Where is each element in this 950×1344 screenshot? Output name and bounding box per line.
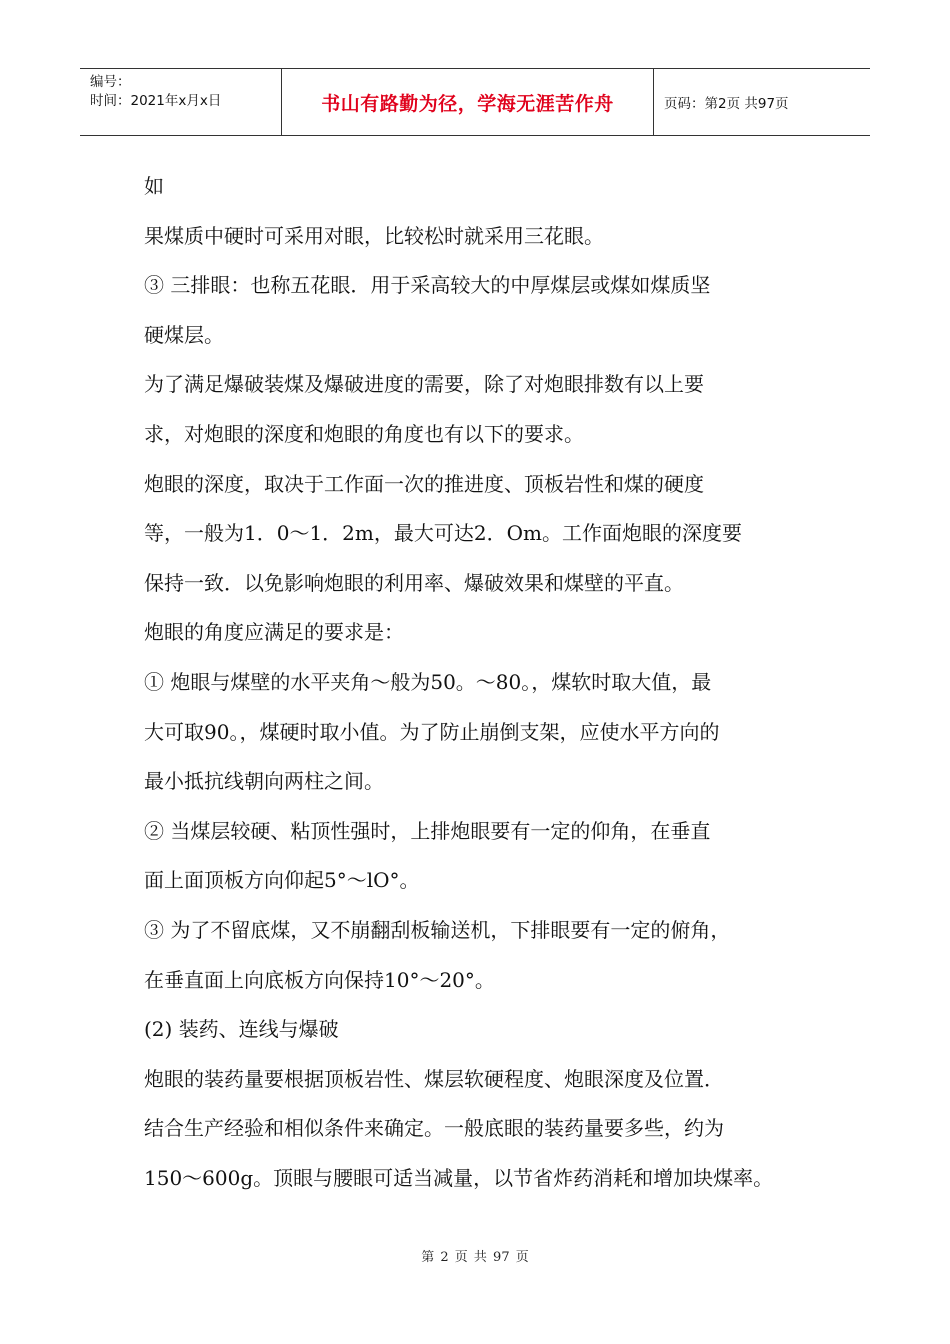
document-header xyxy=(80,68,870,136)
body-line: 炮眼的装药量要根据顶板岩性、煤层软硬程度、炮眼深度及位置． xyxy=(144,1066,724,1091)
header-meta-cell xyxy=(80,69,282,135)
body-line: 为了满足爆破装煤及爆破进度的需要，除了对炮眼排数有以上要 xyxy=(144,372,704,397)
body-line: 在垂直面上向底板方向保持10°～20°。 xyxy=(144,967,495,992)
header-page-info: 页码：第2页 共97页 xyxy=(664,96,789,112)
body-line: 最小抵抗线朝向两柱之间。 xyxy=(144,769,384,794)
body-line: 炮眼的角度应满足的要求是： xyxy=(144,620,404,645)
header-motto: 书山有路勤为径，学海无涯苦作舟 xyxy=(282,69,654,135)
body-line: ① 炮眼与煤壁的水平夹角～般为50。～80。，煤软时取大值，最 xyxy=(144,669,712,694)
document-time-label: 时间：2021年x月x日 xyxy=(90,93,222,109)
body-line: 面上面顶板方向仰起5°～lO°。 xyxy=(144,868,420,893)
document-number-label: 编号： xyxy=(90,74,131,90)
body-line: 果煤质中硬时可采用对眼，比较松时就采用三花眼。 xyxy=(144,223,604,248)
body-line: 求，对炮眼的深度和炮眼的角度也有以下的要求。 xyxy=(144,421,584,446)
document-body xyxy=(144,162,816,1203)
body-line: 保持一致．以免影响炮眼的利用率、爆破效果和煤壁的平直。 xyxy=(144,570,684,595)
body-line: ② 当煤层较硬、粘顶性强时，上排炮眼要有一定的仰角，在垂直 xyxy=(144,818,711,843)
body-line: 如 xyxy=(144,174,164,198)
body-line: (2) 装药、连线与爆破 xyxy=(144,1017,339,1042)
body-line: ③ 三排眼：也称五花眼．用于采高较大的中厚煤层或煤如煤质坚 xyxy=(144,273,711,298)
body-line: 150～600g。顶眼与腰眼可适当减量，以节省炸药消耗和增加块煤率。 xyxy=(144,1165,774,1190)
body-line: 硬煤层。 xyxy=(144,322,224,347)
page-footer: 第 2 页 共 97 页 xyxy=(421,1250,529,1265)
body-line: 大可取90。，煤硬时取小值。为了防止崩倒支架，应使水平方向的 xyxy=(144,719,720,744)
body-line: ③ 为了不留底煤，又不崩翻刮板输送机，下排眼要有一定的俯角， xyxy=(144,917,731,942)
body-line: 炮眼的深度，取决于工作面一次的推进度、顶板岩性和煤的硬度 xyxy=(144,471,704,496)
body-line: 等，一般为1．0～1．2m，最大可达2．Om。工作面炮眼的深度要 xyxy=(144,521,742,546)
body-line: 结合生产经验和相似条件来确定。一般底眼的装药量要多些，约为 xyxy=(144,1116,724,1141)
